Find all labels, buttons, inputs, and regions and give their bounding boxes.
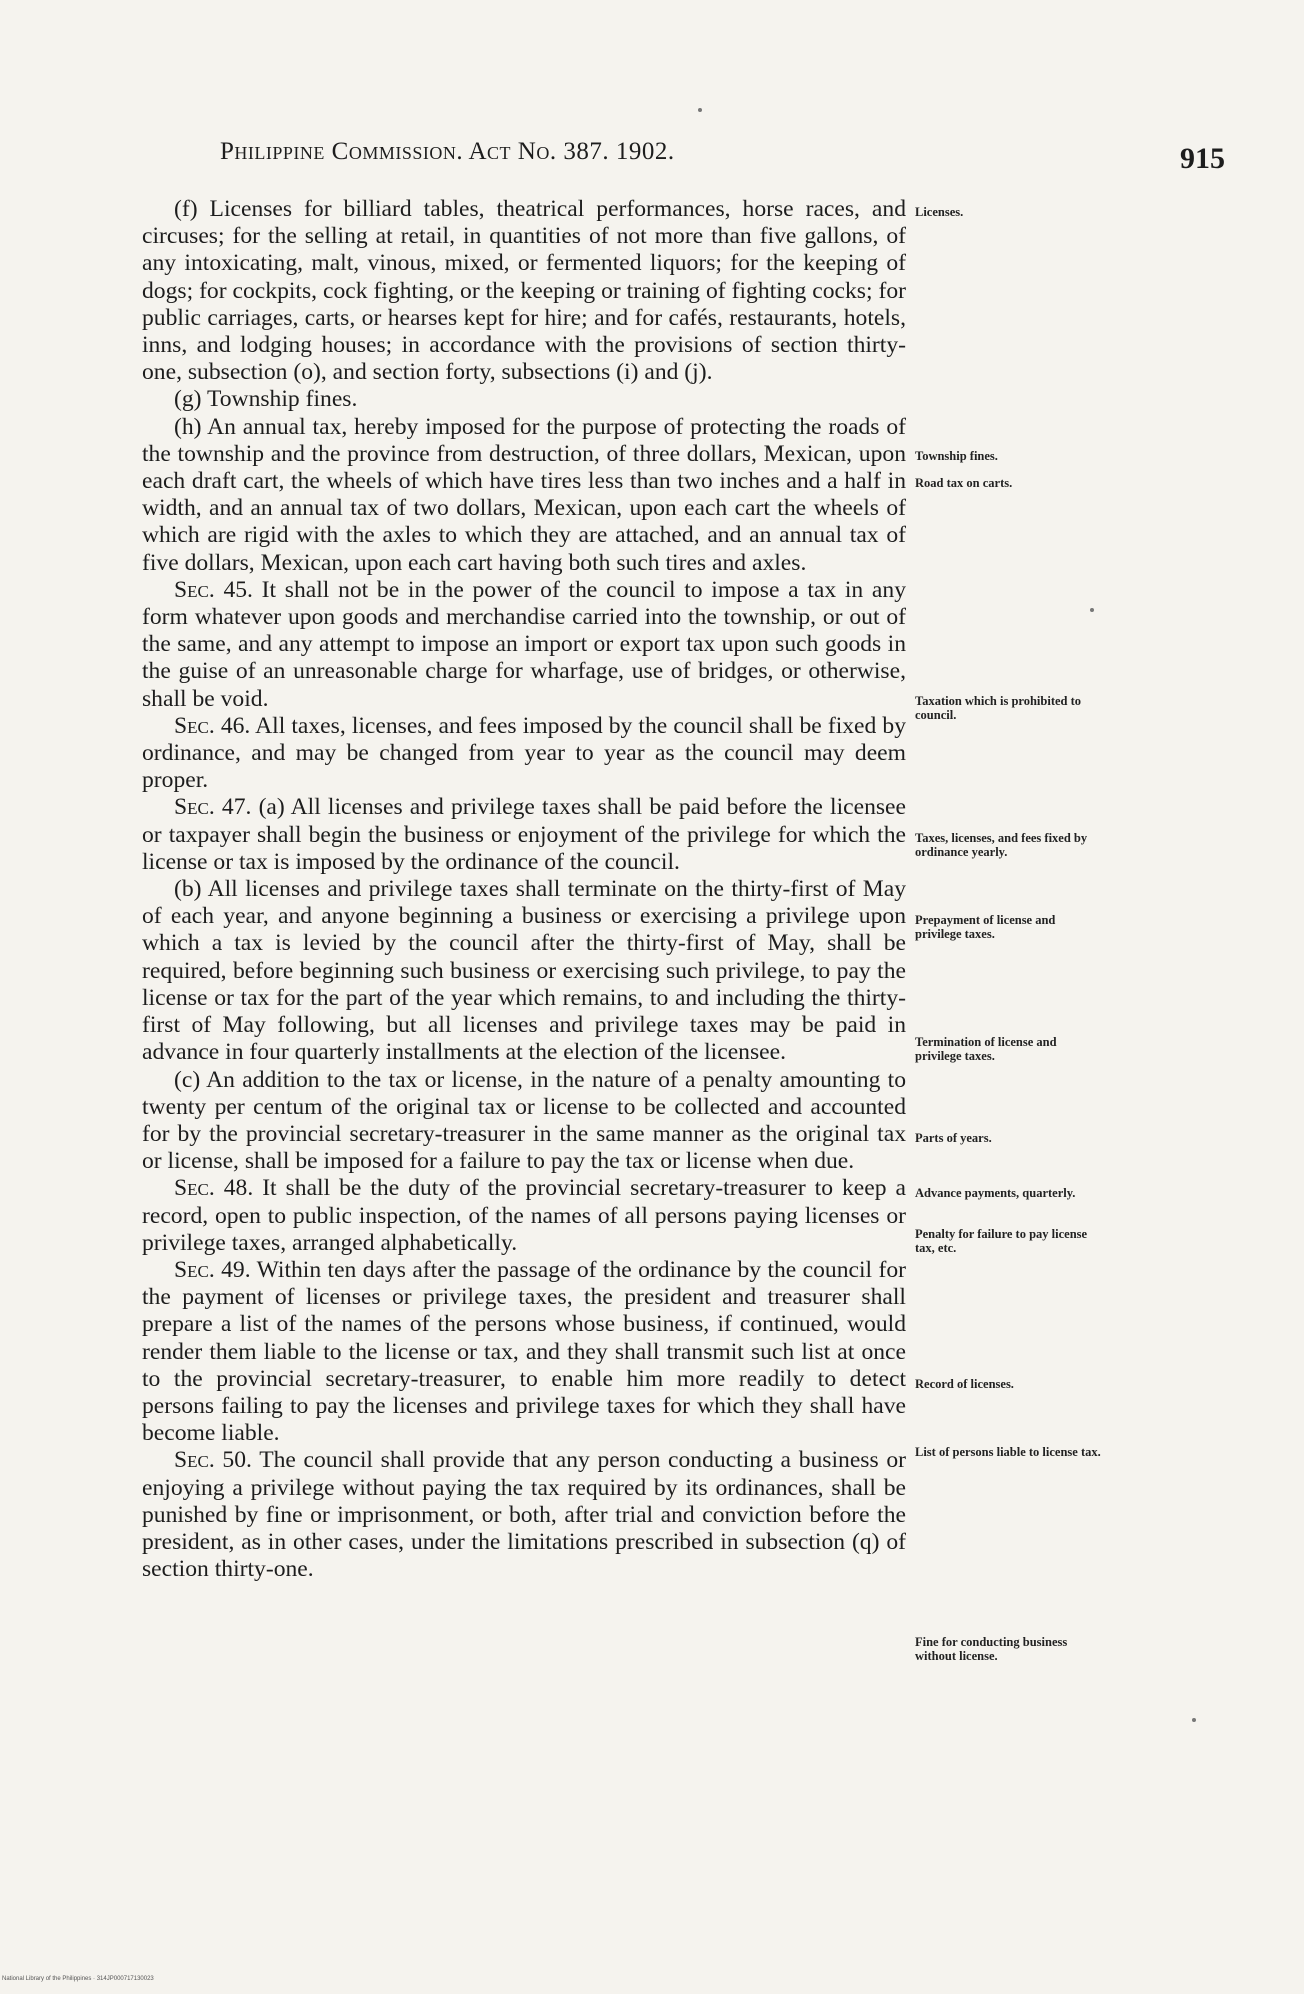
side-note: Township fines. (915, 449, 998, 463)
paragraph-text: (c) An addition to the tax or license, in the nature of a penalty amounting to twenty per centum of the original tax or license to be collected and accounted for by the provincial secretary-treasurer in the same manner as the original tax or license, shall be imposed for a failure to pay the tax or license when due. (142, 1066, 906, 1175)
section-number: Sec. 48. (174, 1175, 254, 1202)
section-number: Sec. 49. (174, 1256, 251, 1283)
paper-speck (698, 108, 702, 112)
side-note: Taxes, licenses, and fees fixed by ordinance yearly. (915, 831, 1088, 859)
side-note: Record of licenses. (915, 1377, 1014, 1391)
paper-speck (1192, 1718, 1196, 1722)
side-note: Prepayment of license and privilege taxes. (915, 913, 1056, 941)
section-number: Sec. 50. (174, 1447, 252, 1474)
side-note: Road tax on carts. (915, 476, 1013, 490)
running-header: Philippine Commission. Act No. 387. 1902. (220, 138, 675, 165)
paragraph-text: (h) An annual tax, hereby imposed for the purpose of protecting the roads of the township and the province from destruction, of three dollars, Mexican, upon each draft cart, the wheels of which have tires less than two inches and a half in width, and an annual tax of two dollars, Mexican, upon each cart the wheels of which are rigid with the axles to which they are attached, and an annual tax of five dollars, Mexican, upon each cart having both such tires and axles. (142, 413, 906, 576)
paragraph-text: The council shall provide that any person conducting a business or enjoying a privilege without paying the tax required by its ordinances, shall be punished by fine or imprisonment, or both, after trial and conviction before the president, as in other cases, under the limitations prescribed in subsection (q) of section thirty-one. (142, 1447, 907, 1583)
section-number: Sec. 47. (174, 794, 252, 821)
paragraph-text: (f) Licenses for billiard tables, theatrical performances, horse races, and circuses; for the selling at retail, in quantities of not more than five gallons, of any intoxicating, malt, vinous, mixed, or fermented liquors; for the keeping of dogs; for cockpits, cock fighting, or the keeping or training of fighting cocks; for public carriages, carts, or hearses kept for hire; and for cafés, restaurants, hotels, inns, and lodging houses; in accordance with the provisions of section thirty-one, subsection (o), and section forty, subsections (i) and (j). (142, 196, 906, 386)
side-note: Taxation which is prohibited to council. (915, 694, 1082, 722)
paragraph-text: (b) All licenses and privilege taxes shall terminate on the thirty-first of May of each year, and anyone beginning a business or exercising a privilege upon which a tax is levied by the council after the thirty-first of May, shall be required, before beginning such business or exercising such privilege, to pay the license or tax for the part of the year which remains, to and including the thirty-first of May following, but all licenses and privilege taxes may be paid in advance in four quarterly installments at the election of the licensee. (142, 876, 906, 1066)
section-number: Sec. 45. (174, 576, 253, 603)
paper-speck (1090, 608, 1094, 612)
side-note: Penalty for failure to pay license tax, etc. (915, 1227, 1088, 1255)
section-number: Sec. 46. (174, 712, 251, 739)
side-note: Termination of license and privilege taxes. (915, 1035, 1057, 1063)
paragraph-text: It shall be the duty of the provincial secretary-treasurer to keep a record, open to public inspection, of the names of all persons paying licenses or privilege taxes, arranged alphabetically. (142, 1175, 906, 1256)
paragraph-text: Within ten days after the passage of the ordinance by the council for the payment of licenses or privilege taxes, the president and treasurer shall prepare a list of the names of the persons whose business, if continued, would render them liable to the license or tax, and they shall transmit such list at once to the provincial secretary-treasurer, to enable him more readily to detect persons failing to pay the licenses and privilege taxes for which they shall have become liable. (142, 1256, 906, 1447)
side-note: Licenses. (915, 205, 964, 219)
paragraph-text: It shall not be in the power of the council to impose a tax in any form whatever upon goods and merchandise carried into the township, or out of the same, and any attempt to impose an import or export tax upon such goods in the guise of an unreasonable charge for wharfage, use of bridges, or otherwise, shall be void. (142, 576, 906, 712)
paragraph-text: All taxes, licenses, and fees imposed by the council shall be fixed by ordinance, and may be changed from year to year as the council may deem proper. (142, 712, 907, 794)
paragraph-text: (a) All licenses and privilege taxes shall be paid before the licensee or taxpayer shall begin the business or enjoyment of the privilege for which the license or tax is imposed by the ordinance of the council. (142, 794, 906, 875)
page-number: 915 (1180, 142, 1225, 175)
side-note: Advance payments, quarterly. (915, 1186, 1076, 1200)
side-note: Fine for conducting business without license. (915, 1635, 1068, 1663)
scan-footer: National Library of the Philippines · 314JP000717130023 (2, 1976, 154, 1982)
paragraph-text: (g) Township fines. (174, 386, 358, 413)
side-note: List of persons liable to license tax. (915, 1445, 1101, 1459)
side-note: Parts of years. (915, 1131, 992, 1145)
